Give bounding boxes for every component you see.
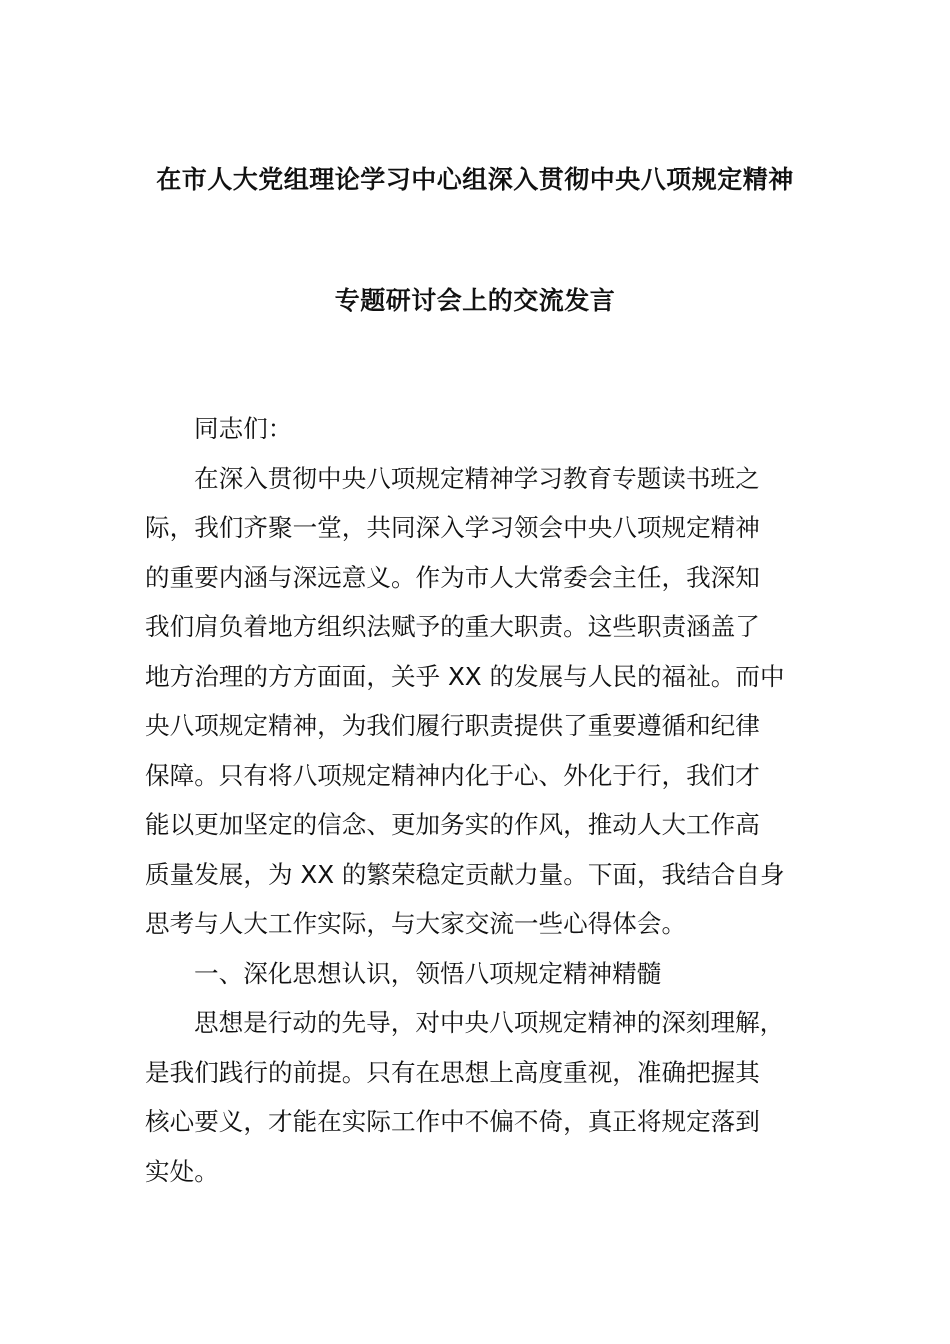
paragraph-1-line: 际，我们齐聚一堂，共同深入学习领会中央八项规定精神	[145, 513, 760, 542]
paragraph-2-line: 思想是行动的先导，对中央八项规定精神的深刻理解，	[194, 1008, 785, 1037]
paragraph-2-line: 是我们践行的前提。只有在思想上高度重视，准确把握其	[145, 1057, 760, 1087]
paragraph-1-line: 质量发展，为 XX 的繁荣稳定贡献力量。下面，我结合自身	[145, 859, 785, 889]
document-body	[145, 404, 835, 1196]
paragraph-1-line: 的重要内涵与深远意义。作为市人大常委会主任，我深知	[145, 562, 760, 592]
paragraph-1-line: 央八项规定精神，为我们履行职责提供了重要遵循和纪律	[145, 711, 760, 740]
paragraph-1-line: 地方治理的方方面面，关乎 XX 的发展与人民的福祉。而中	[145, 661, 785, 691]
paragraph-2-line: 核心要义，才能在实际工作中不偏不倚，真正将规定落到	[145, 1107, 760, 1136]
document-title-line-2: 专题研讨会上的交流发言	[334, 286, 616, 315]
paragraph-1-line: 在深入贯彻中央八项规定精神学习教育专题读书班之	[194, 463, 760, 493]
paragraph-1-line: 思考与人大工作实际，与大家交流一些心得体会。	[145, 909, 687, 938]
paragraph-1-line: 保障。只有将八项规定精神内化于心、外化于行，我们才	[145, 760, 760, 790]
section-1-heading: 一、深化思想认识，领悟八项规定精神精髓	[194, 958, 662, 988]
paragraph-2-line: 实处。	[145, 1156, 219, 1186]
paragraph-1-line: 我们肩负着地方组织法赋予的重大职责。这些职责涵盖了	[145, 612, 760, 641]
document-title-line-1: 在市人大党组理论学习中心组深入贯彻中央八项规定精神	[156, 165, 794, 194]
salutation: 同志们：	[194, 414, 293, 443]
paragraph-1-line: 能以更加坚定的信念、更加务实的作风，推动人大工作高	[145, 810, 760, 839]
